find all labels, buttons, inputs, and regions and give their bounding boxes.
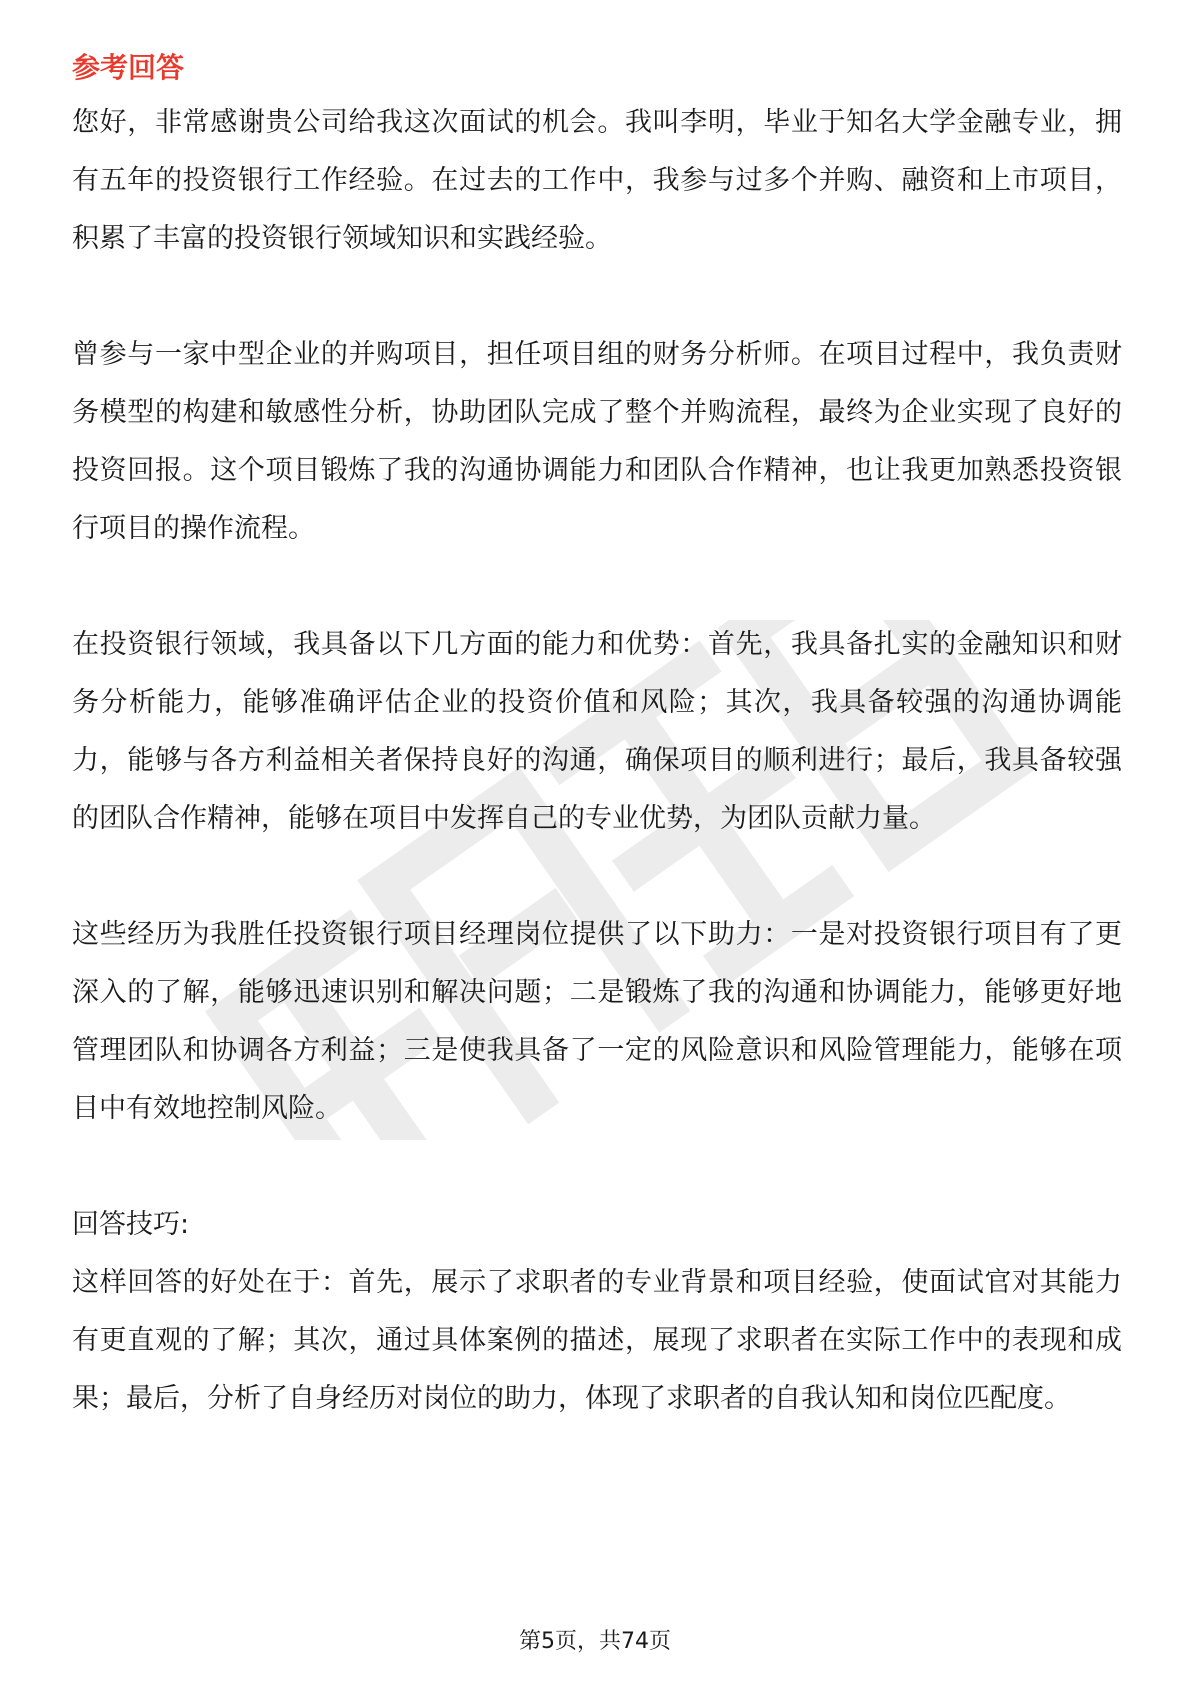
tips-text: 这样回答的好处在于：首先，展示了求职者的专业背景和项目经验，使面试官对其能力有更直观的了解；其次，通过具体案例的描述，展现了求职者在实际工作中的表现和成果；最后，分析了自身经历对岗位的助力，体现了求职者的自我认知和岗位匹配度。 [72, 1267, 1122, 1414]
paragraph-gap [72, 1138, 1122, 1196]
paragraph-gap [72, 268, 1122, 326]
paragraph-project: 曾参与一家中型企业的并购项目，担任项目组的财务分析师。在项目过程中，我负责财务模型的构建和敏感性分析，协助团队完成了整个并购流程，最终为企业实现了良好的投资回报。这个项目锻炼了我的沟通协调能力和团队合作精神，也让我更加熟悉投资银行项目的操作流程。 [72, 339, 1122, 544]
page-number: 第5页，共74页 [519, 1629, 671, 1654]
paragraph-strengths: 在投资银行领域，我具备以下几方面的能力和优势：首先，我具备扎实的金融知识和财务分析能力，能够准确评估企业的投资价值和风险；其次，我具备较强的沟通协调能力，能够与各方利益相关者保持良好的沟通，确保项目的顺利进行；最后，我具备较强的团队合作精神，能够在项目中发挥自己的专业优势，为团队贡献力量。 [72, 629, 1122, 834]
answer-content [72, 48, 1122, 1428]
section-heading: 参考回答 [72, 51, 185, 84]
paragraph-intro: 您好，非常感谢贵公司给我这次面试的机会。我叫李明，毕业于知名大学金融专业，拥有五年的投资银行工作经验。在过去的工作中，我参与过多个并购、融资和上市项目，积累了丰富的投资银行领域知识和实践经验。 [72, 107, 1122, 254]
tips-label: 回答技巧: [72, 1209, 190, 1240]
paragraph-benefits: 这些经历为我胜任投资银行项目经理岗位提供了以下助力：一是对投资银行项目有了更深入的了解，能够迅速识别和解决问题；二是锻炼了我的沟通和协调能力，能够更好地管理团队和协调各方利益；三是使我具备了一定的风险意识和风险管理能力，能够在项目中有效地控制风险。 [72, 919, 1122, 1124]
paragraph-gap [72, 848, 1122, 906]
paragraph-gap [72, 558, 1122, 616]
